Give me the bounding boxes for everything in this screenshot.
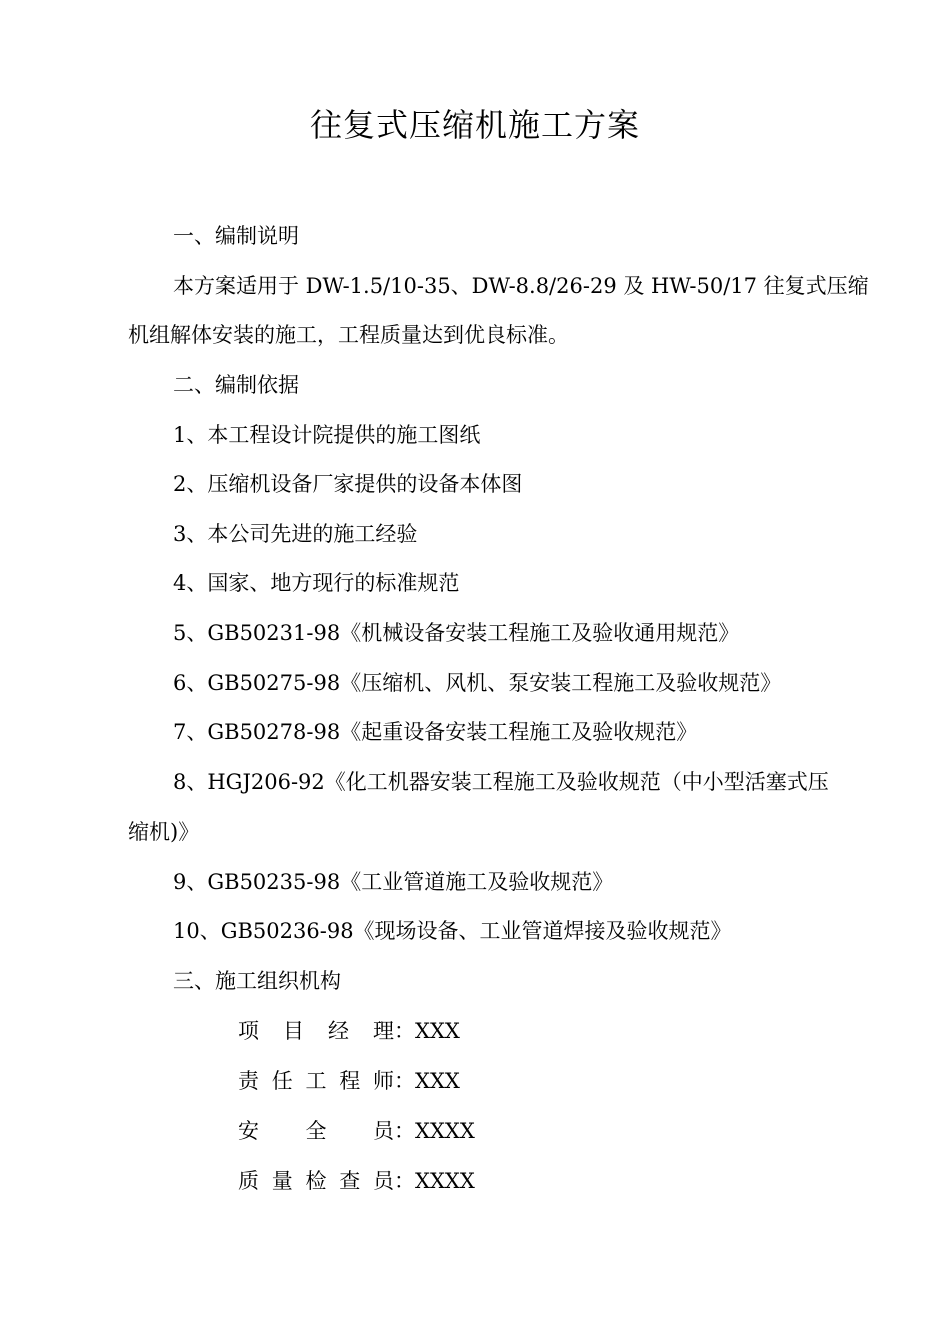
basis-item-7: 7、GB50278-98《起重设备安装工程施工及验收规范》 xyxy=(173,720,698,744)
basis-item-5: 5、GB50231-98《机械设备安装工程施工及验收通用规范》 xyxy=(173,621,740,645)
section-2-heading: 二、编制依据 xyxy=(173,373,299,397)
basis-item-4: 4、国家、地方现行的标准规范 xyxy=(173,571,460,595)
org-row-quality-inspector xyxy=(238,1165,475,1197)
section-1-paragraph-line-1: 本方案适用于 DW-1.5/10-35、DW-8.8/26-29 及 HW-50/17 往复式压缩 xyxy=(173,274,869,298)
section-3-heading: 三、施工组织机构 xyxy=(173,969,341,993)
basis-item-1: 1、本工程设计院提供的施工图纸 xyxy=(173,423,481,447)
basis-item-8-continued: 缩机)》 xyxy=(128,820,200,844)
document-title: 往复式压缩机施工方案 xyxy=(309,106,640,144)
org-role-value: ：XXXX xyxy=(394,1169,475,1193)
org-row-responsible-engineer xyxy=(238,1065,460,1097)
org-role-label: 安 全 员 xyxy=(238,1119,394,1143)
basis-item-10: 10、GB50236-98《现场设备、工业管道焊接及验收规范》 xyxy=(173,919,732,943)
basis-item-3: 3、本公司先进的施工经验 xyxy=(173,522,418,546)
org-role-label: 责 任 工 程 师 xyxy=(238,1069,394,1093)
org-row-safety-officer xyxy=(238,1115,475,1147)
org-role-value: ：XXXX xyxy=(394,1119,475,1143)
org-role-label: 项 目 经 理 xyxy=(238,1019,394,1043)
org-role-value: ：XXX xyxy=(394,1019,460,1043)
basis-item-2: 2、压缩机设备厂家提供的设备本体图 xyxy=(173,472,523,496)
section-1-paragraph-line-2: 机组解体安装的施工，工程质量达到优良标准。 xyxy=(128,323,569,347)
section-1-heading: 一、编制说明 xyxy=(173,224,299,248)
basis-item-9: 9、GB50235-98《工业管道施工及验收规范》 xyxy=(173,870,614,894)
basis-item-8: 8、HGJ206-92《化工机器安装工程施工及验收规范（中小型活塞式压 xyxy=(173,770,829,794)
basis-item-6: 6、GB50275-98《压缩机、风机、泵安装工程施工及验收规范》 xyxy=(173,671,782,695)
org-row-project-manager xyxy=(238,1015,460,1047)
org-role-label: 质 量 检 查 员 xyxy=(238,1169,394,1193)
org-role-value: ：XXX xyxy=(394,1069,460,1093)
